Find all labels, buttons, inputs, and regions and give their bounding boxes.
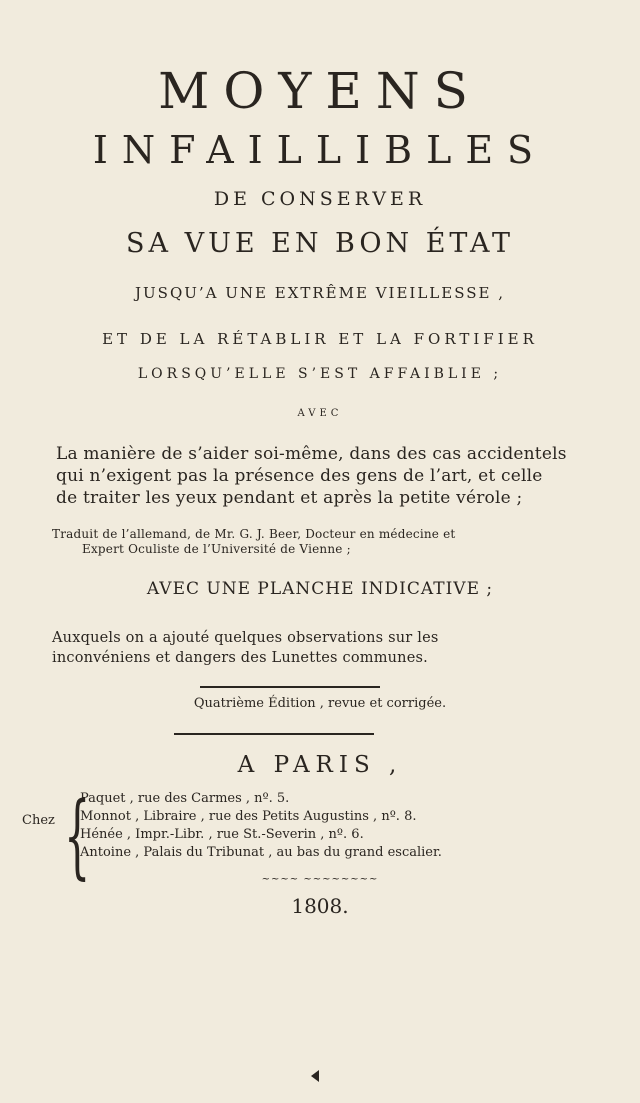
title-line-moyens: MOYENS bbox=[158, 62, 482, 120]
plate-line: AVEC UNE PLANCHE INDICATIVE ; bbox=[146, 579, 494, 599]
chez-label: Chez bbox=[22, 813, 55, 828]
translation-line: Expert Oculiste de l’Université de Vienne ; bbox=[82, 542, 351, 556]
publisher-line: Antoine , Palais du Tribunat , au bas du grand escalier. bbox=[80, 845, 442, 860]
publishers-list bbox=[80, 790, 442, 862]
title-line-avec: AVEC bbox=[297, 408, 343, 419]
edition-note: Quatrième Édition , revue et corrigée. bbox=[193, 696, 447, 711]
description-line: La manière de s’aider soi-même, dans des cas accidentels bbox=[56, 444, 567, 464]
place-of-publication: A PARIS , bbox=[237, 752, 403, 778]
addition-line: inconvéniens et dangers des Lunettes communes. bbox=[52, 650, 428, 666]
translation-line: Traduit de l’allemand, de Mr. G. J. Beer, Docteur en médecine et bbox=[52, 527, 456, 541]
publication-year: 1808. bbox=[291, 894, 349, 918]
description-line: qui n’exigent pas la présence des gens de l’art, et celle bbox=[56, 466, 543, 486]
rule-bottom bbox=[174, 733, 374, 735]
title-line-infaillibles: INFAILLIBLES bbox=[92, 128, 548, 172]
title-line-sa-vue: SA VUE EN BON ÉTAT bbox=[126, 228, 514, 259]
page-mark-icon bbox=[311, 1070, 319, 1082]
publisher-line: Paquet , rue des Carmes , nº. 5. bbox=[80, 791, 290, 806]
addition-line: Auxquels on a ajouté quelques observations sur les bbox=[52, 630, 439, 646]
rule-top bbox=[200, 686, 380, 688]
ornament-rule: ~~~~ ~~~~~~~~ bbox=[261, 874, 379, 885]
publisher-line: Hénée , Impr.-Libr. , rue St.-Severin , nº. 6. bbox=[80, 827, 364, 842]
title-line-retablir: ET DE LA RÉTABLIR ET LA FORTIFIER bbox=[102, 330, 538, 348]
publisher-line: Monnot , Libraire , rue des Petits Augustins , nº. 8. bbox=[80, 809, 417, 824]
description-line: de traiter les yeux pendant et après la petite vérole ; bbox=[56, 488, 523, 508]
title-line-de-conserver: DE CONSERVER bbox=[213, 188, 427, 210]
translation-paragraph bbox=[52, 527, 612, 557]
description-paragraph bbox=[56, 443, 616, 509]
title-line-lorsquelle: LORSQU’ELLE S’EST AFFAIBLIE ; bbox=[137, 366, 503, 382]
brace-glyph: { bbox=[64, 782, 91, 889]
title-line-jusqua: JUSQU’A UNE EXTRÊME VIEILLESSE , bbox=[135, 284, 505, 302]
addition-paragraph bbox=[52, 628, 612, 668]
